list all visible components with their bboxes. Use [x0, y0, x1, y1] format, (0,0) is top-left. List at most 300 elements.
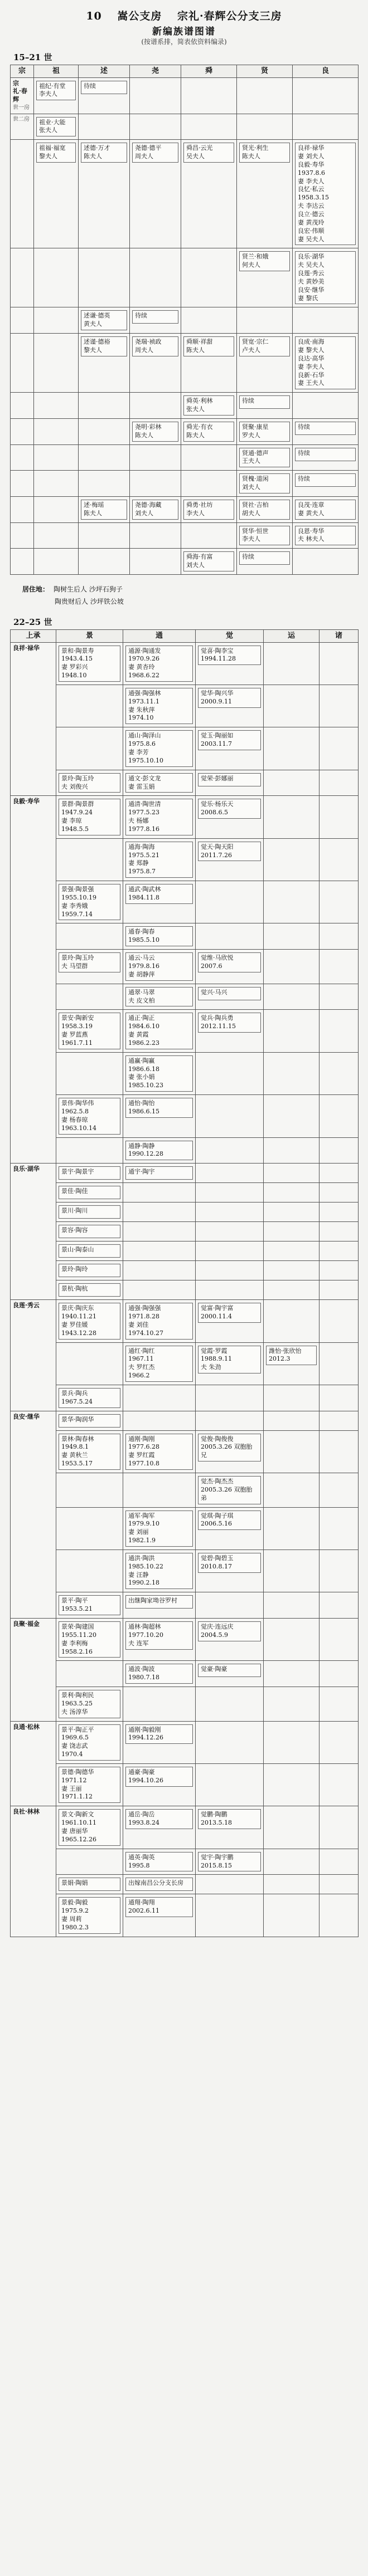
table1-person: 尧德·德平 周夫人 — [132, 143, 178, 163]
table2-cell — [196, 1411, 264, 1430]
title-sub-branch: 宗礼·春辉公分支三房 — [177, 10, 282, 22]
table1-person: 良成·南海 妻 黎夫人 良达·高华 妻 李夫人 良新·石华 妻 王夫人 — [295, 336, 356, 389]
table2-row — [11, 1721, 359, 1763]
table1-cell — [293, 418, 359, 444]
table1-person: 待续 — [295, 473, 356, 487]
table2-person: 通海·陶海 1975.5.21 妻 郑静 1975.8.7 — [125, 842, 193, 878]
table1-cell — [181, 393, 237, 419]
table1-cell — [237, 248, 293, 307]
table2-person: 景川·陶川 — [59, 1205, 120, 1219]
table2-cell — [123, 1095, 196, 1137]
table2-person: 通翠·马翠 夫 皮文柏 — [125, 987, 193, 1007]
table1-cell — [79, 114, 130, 140]
table1-cell — [130, 114, 181, 140]
table2-cell — [264, 1342, 319, 1385]
table1-cell — [11, 418, 34, 444]
table2-row — [11, 1875, 359, 1894]
table2-cell — [56, 1280, 123, 1300]
table2-person: 通春·陶春 1985.5.10 — [125, 926, 193, 946]
table2-row — [11, 1280, 359, 1300]
table2-person: 潍怡·张欣怡 2012.3 — [266, 1346, 317, 1366]
table2-person: 通赢·陶赢 1986.6.18 妻 张小娟 1985.10.23 — [125, 1055, 193, 1092]
table1-cell — [293, 334, 359, 393]
table2-cell — [196, 1137, 264, 1164]
generation-range-1: 15–21 世 — [13, 52, 52, 62]
table1-person: 尧瑞·祯政 周夫人 — [132, 336, 178, 356]
table1-cell — [34, 248, 79, 307]
table1-person: 待续 — [239, 395, 290, 409]
table1-person: 舜顺·祥甜 陈夫人 — [183, 336, 234, 356]
table1-row — [11, 418, 359, 444]
table1-row — [11, 549, 359, 575]
table2-person: 景和·陶景寿 1943.4.15 妻 罗彩兴 1948.10 — [59, 646, 120, 682]
table2-cell — [319, 1241, 359, 1261]
table2-person: 景玲·陶玉玲 夫 刘俊兴 — [59, 773, 120, 793]
table2-cell — [319, 1183, 359, 1203]
table2-cell — [123, 1203, 196, 1222]
table1-person: 祖业·大能 张夫人 — [36, 117, 76, 137]
table1-row — [11, 522, 359, 549]
table2-cell — [56, 1721, 123, 1763]
table2-person: 通清·陶世清 1977.5.23 夫 杨娜 1977.8.16 — [125, 799, 193, 835]
table2-row — [11, 1411, 359, 1430]
table2-person: 景玲·陶玉玲 夫 马望群 — [59, 952, 120, 972]
table2-person: 觉维·马欣悦 2007.6 — [198, 952, 261, 972]
table2-row — [11, 1137, 359, 1164]
table1-cell — [130, 444, 181, 471]
table2-cell — [319, 1411, 359, 1430]
residence-line-1: 陶树生后人 沙坪石狗子 — [54, 585, 123, 593]
table2-person: 通山·陶泽山 1975.8.6 妻 李芳 1975.10.10 — [125, 730, 193, 766]
table2-person: 景佳·陶佳 — [59, 1186, 120, 1199]
table2-cell — [264, 770, 319, 796]
table2-cell — [56, 950, 123, 984]
table2-cell — [123, 881, 196, 923]
table2-cell — [56, 642, 123, 685]
table2-person: 景玲·陶玲 — [59, 1264, 120, 1277]
table2-cell — [56, 1411, 123, 1430]
table2-branch: 良社·林林 — [13, 1808, 40, 1816]
table2-row — [11, 1549, 359, 1592]
table1-person: 舜海·有富 刘夫人 — [183, 551, 234, 571]
table2-cell — [123, 1430, 196, 1473]
table2-cell — [264, 1721, 319, 1763]
table2-cell — [56, 796, 123, 838]
table2-cell — [319, 1222, 359, 1241]
table2-cell — [196, 1300, 264, 1342]
table2-cell — [264, 1261, 319, 1280]
table2-cell — [319, 1849, 359, 1875]
table2-cell — [123, 1806, 196, 1849]
table2-cell — [264, 1411, 319, 1430]
table2-cell — [56, 1203, 123, 1222]
table2-cell — [264, 1661, 319, 1687]
table2-cell — [319, 1806, 359, 1849]
table1-row — [11, 140, 359, 248]
table2-cell — [196, 1280, 264, 1300]
residence-line-2: 陶贵财后人 沙坪铁公坡 — [55, 597, 124, 605]
table2-cell — [196, 685, 264, 727]
genealogy-table-2 — [10, 629, 359, 1937]
table1-cell — [293, 248, 359, 307]
table2-row — [11, 770, 359, 796]
table2-person: 通武·陶武林 1984.11.8 — [125, 884, 193, 904]
table2-person: 景平·陶正平 1969.6.5 妻 饶志武 1970.4 — [59, 1724, 120, 1761]
table2-cell — [264, 1549, 319, 1592]
table2-cell — [123, 727, 196, 770]
table2-cell — [196, 1342, 264, 1385]
table1-cell — [181, 549, 237, 575]
table2-person: 通林·陶超林 1977.10.20 夫 连军 — [125, 1621, 193, 1650]
table2-cell — [123, 1241, 196, 1261]
table2-branch-cell — [11, 1300, 56, 1411]
table2-cell — [123, 1052, 196, 1094]
table2-cell — [319, 1592, 359, 1619]
table2-person: 通强·陶强强 1971.8.28 妻 刘佳 1974.10.27 — [125, 1303, 193, 1339]
table2-cell — [264, 1222, 319, 1241]
table2-cell — [196, 1010, 264, 1052]
table2-row — [11, 950, 359, 984]
table1-cell — [293, 393, 359, 419]
table1-cell — [34, 444, 79, 471]
table1-cell — [181, 444, 237, 471]
table1-person: 贤华·恒世 李夫人 — [239, 526, 290, 546]
table2-cell — [123, 1687, 196, 1722]
title-branch: 嵩公支房 — [117, 10, 162, 22]
table1-cell — [34, 549, 79, 575]
table1-cell — [130, 496, 181, 522]
table2-person: 景利·陶利民 1963.5.25 夫 汤淳华 — [59, 1690, 120, 1718]
table2-cell — [196, 1241, 264, 1261]
table1-person: 良茂·连章 妻 黄夫人 — [295, 500, 356, 520]
table2-person: 通英·陶英 1995.8 — [125, 1852, 193, 1872]
table1-header-1: 祖 — [34, 65, 79, 78]
table2-cell — [264, 838, 319, 881]
table2-person: 出嫁南昌公分支长房 — [125, 1878, 193, 1891]
table2-cell — [264, 1618, 319, 1660]
table1-person: 述谨·德裕 黎夫人 — [81, 336, 127, 356]
table2-cell — [123, 838, 196, 881]
table2-cell — [56, 1137, 123, 1164]
table2-cell — [319, 685, 359, 727]
table2-row — [11, 1473, 359, 1508]
table2-cell — [264, 984, 319, 1010]
table2-cell — [319, 1473, 359, 1508]
table2-person: 景娟·陶娟 — [59, 1878, 120, 1891]
table2-cell — [264, 796, 319, 838]
table1-cell — [79, 522, 130, 549]
table2-row — [11, 1052, 359, 1094]
table2-cell — [264, 1052, 319, 1094]
table2-cell — [264, 1687, 319, 1722]
table2-cell — [56, 984, 123, 1010]
table2-person: 出继陶家坳谷罗村 — [125, 1595, 193, 1609]
table2-cell — [123, 1183, 196, 1203]
table2-cell — [196, 1875, 264, 1894]
table1-row — [11, 471, 359, 497]
table1-cell — [130, 140, 181, 248]
table2-cell — [196, 1592, 264, 1619]
table2-row — [11, 881, 359, 923]
table1-person: 舜勇·社坊 李夫人 — [183, 500, 234, 520]
table1-person: 述谦·德英 黄夫人 — [81, 310, 127, 330]
table1-cell — [11, 248, 34, 307]
table2-row — [11, 1687, 359, 1722]
table2-cell — [264, 1507, 319, 1549]
table2-cell — [319, 727, 359, 770]
table1-cell — [11, 549, 34, 575]
table2-cell — [196, 1849, 264, 1875]
table2-person: 觉鹏·陶鹏 2013.5.18 — [198, 1809, 261, 1829]
table2-person: 觉杰·陶杰杰 2005.3.26 双胞胎弟 — [198, 1476, 261, 1504]
table2-cell — [56, 1164, 123, 1183]
table2-header-4: 运 — [264, 630, 319, 643]
table2-cell — [56, 1052, 123, 1094]
table1-cell — [34, 496, 79, 522]
table2-cell — [196, 1618, 264, 1660]
table2-cell — [56, 1507, 123, 1549]
table1-cell — [130, 549, 181, 575]
table2-cell — [319, 1052, 359, 1094]
table1-cell — [79, 307, 130, 334]
table1-cell — [130, 334, 181, 393]
table1-person: 待续 — [295, 422, 356, 435]
table2-cell — [123, 1411, 196, 1430]
table2-person: 觉庆·连远庆 2004.5.9 — [198, 1621, 261, 1641]
table2-cell — [123, 950, 196, 984]
table1-cell — [34, 77, 79, 114]
table2-person: 觉乐·杨乐天 2008.6.5 — [198, 799, 261, 819]
table2-cell — [123, 1300, 196, 1342]
table2-cell — [56, 1385, 123, 1411]
table2-cell — [196, 1095, 264, 1137]
table2-cell — [56, 1473, 123, 1508]
table2-person: 景德·陶德华 1971.12 妻 王丽 1971.1.12 — [59, 1767, 120, 1803]
table2-person: 景山·陶泰山 — [59, 1244, 120, 1258]
table2-person: 觉俊·陶俊俊 2005.3.26 双胞胎兄 — [198, 1434, 261, 1462]
table2-cell — [264, 1385, 319, 1411]
table2-cell — [56, 1183, 123, 1203]
table2-row — [11, 1261, 359, 1280]
table2-header-2: 通 — [123, 630, 196, 643]
table1-cell — [293, 77, 359, 114]
table1-cell — [181, 418, 237, 444]
table2-row — [11, 1203, 359, 1222]
table1-header-6: 良 — [293, 65, 359, 78]
table1-person: 祖福·福宽 黎夫人 — [36, 143, 76, 163]
table2-cell — [319, 1300, 359, 1342]
table2-person: 通源·陶通发 1970.9.26 妻 黄杏玲 1968.6.22 — [125, 646, 193, 682]
table2-branch-cell — [11, 1164, 56, 1300]
table2-row — [11, 727, 359, 770]
table2-cell — [56, 770, 123, 796]
table2-person: 觉兴·马兴 — [198, 987, 261, 1000]
table2-cell — [264, 1763, 319, 1806]
generation-range-2: 22–25 世 — [13, 617, 52, 627]
table1-cell — [79, 418, 130, 444]
table2-person: 通宇·陶宇 — [125, 1166, 193, 1180]
table2-cell — [56, 1806, 123, 1849]
table1-person: 述德·万才 陈夫人 — [81, 143, 127, 163]
table2-cell — [123, 1137, 196, 1164]
table2-cell — [56, 1661, 123, 1687]
table2-person: 景兵·陶兵 1967.5.24 — [59, 1388, 120, 1408]
table2-cell — [56, 1095, 123, 1137]
table2-cell — [123, 685, 196, 727]
table2-cell — [264, 1473, 319, 1508]
table1-person: 舜光·有衣 陈夫人 — [183, 422, 234, 442]
table2-cell — [264, 1875, 319, 1894]
table2-cell — [264, 642, 319, 685]
table2-cell — [264, 1095, 319, 1137]
table2-cell — [264, 1280, 319, 1300]
table2-person: 觉兵·陶兵勇 2012.11.15 — [198, 1013, 261, 1033]
table1-cell — [79, 549, 130, 575]
table2-cell — [264, 727, 319, 770]
table1-cell — [237, 114, 293, 140]
table1-person: 待续 — [132, 310, 178, 324]
table1-cell — [181, 140, 237, 248]
table1-person: 待续 — [81, 81, 127, 94]
table2-branch-cell — [11, 796, 56, 1164]
table2-cell — [56, 838, 123, 881]
residence-note — [22, 584, 124, 608]
table1-cell — [11, 471, 34, 497]
table2-cell — [319, 881, 359, 923]
table2-cell — [264, 1203, 319, 1222]
table1-cell — [34, 334, 79, 393]
table2-person: 景华·陶润华 — [59, 1414, 120, 1428]
table1-cell — [11, 522, 34, 549]
table2-cell — [319, 1280, 359, 1300]
table2-cell — [196, 796, 264, 838]
table2-person: 通刚·陶刚 1977.6.28 妻 罗红霞 1977.10.8 — [125, 1434, 193, 1470]
table2-cell — [56, 923, 123, 950]
residence-label: 居住地： — [22, 585, 50, 593]
table1-person: 良恩·寿华 夫 林夫人 — [295, 526, 356, 546]
table2-person: 通岳·陶岳 1993.8.24 — [125, 1809, 193, 1829]
table2-person: 觉琪·陶子琪 2006.5.16 — [198, 1511, 261, 1531]
table2-cell — [319, 1430, 359, 1473]
table2-branch-cell — [11, 642, 56, 796]
table2-cell — [264, 881, 319, 923]
table2-branch-cell — [11, 1806, 56, 1937]
table2-cell — [56, 1875, 123, 1894]
table2-cell — [123, 1875, 196, 1894]
table2-person: 通豪·陶豪 1994.10.26 — [125, 1767, 193, 1787]
table2-cell — [123, 984, 196, 1010]
table2-row — [11, 1763, 359, 1806]
table1-cell — [237, 444, 293, 471]
table1-person: 贤兰·和娥 何夫人 — [239, 251, 290, 271]
table2-cell — [123, 1618, 196, 1660]
table2-cell — [123, 1164, 196, 1183]
table1-cell — [293, 140, 359, 248]
table2-cell — [319, 1721, 359, 1763]
table1-person: 待续 — [295, 448, 356, 461]
table2-person: 通静·陶静 1990.12.28 — [125, 1141, 193, 1161]
table2-cell — [319, 642, 359, 685]
table2-person: 觉豪·陶豪 — [198, 1664, 261, 1677]
table2-cell — [56, 1261, 123, 1280]
table1-cell — [293, 444, 359, 471]
table1-cell — [34, 114, 79, 140]
table2-branch-cell — [11, 1411, 56, 1618]
table2-cell — [264, 1300, 319, 1342]
table1-person: 贤社·吉柏 胡夫人 — [239, 500, 290, 520]
table1-cell — [130, 418, 181, 444]
table2-cell — [319, 1342, 359, 1385]
table2-person: 景群·陶景群 1947.9.24 妻 李琼 1948.5.5 — [59, 799, 120, 835]
table2-cell — [319, 1261, 359, 1280]
table2-cell — [56, 1430, 123, 1473]
table1-person: 尧德·海藏 刘夫人 — [132, 500, 178, 520]
table1-cell — [130, 393, 181, 419]
table1-cell — [130, 522, 181, 549]
table2-row — [11, 1222, 359, 1241]
table2-cell — [319, 1137, 359, 1164]
table2-row — [11, 685, 359, 727]
table2-branch: 良莲·秀云 — [13, 1302, 40, 1309]
table1-person: 祖纪·有堂 李夫人 — [36, 81, 76, 101]
table1-header-2: 述 — [79, 65, 130, 78]
table1-cell — [130, 77, 181, 114]
table2-person: 通云·马云 1979.8.16 妻 胡静萍 — [125, 952, 193, 981]
table1-cell — [181, 77, 237, 114]
table2-cell — [196, 923, 264, 950]
table2-cell — [56, 1342, 123, 1385]
table1-cell — [130, 471, 181, 497]
table2-cell — [123, 1507, 196, 1549]
table2-branch-cell — [11, 1721, 56, 1806]
table2-cell — [196, 727, 264, 770]
table2-cell — [123, 1721, 196, 1763]
table1-cell — [34, 140, 79, 248]
table1-cell — [34, 393, 79, 419]
table1-row — [11, 393, 359, 419]
table2-cell — [319, 1687, 359, 1722]
table1-row — [11, 77, 359, 114]
table1-person: 贤宽·宗仁 卢夫人 — [239, 336, 290, 356]
table2-cell — [123, 1549, 196, 1592]
table1-cell — [79, 140, 130, 248]
table2-person: 觉碧·陶碧玉 2010.8.17 — [198, 1553, 261, 1573]
table1-cell — [181, 334, 237, 393]
table1-row — [11, 114, 359, 140]
table1-header-4: 舜 — [181, 65, 237, 78]
table2-person: 通文·彭文龙 妻 雷玉娟 — [125, 773, 193, 793]
table2-cell — [123, 1894, 196, 1937]
table1-person: 贤光·利生 陈夫人 — [239, 143, 290, 163]
table2-cell — [123, 796, 196, 838]
table2-row — [11, 1849, 359, 1875]
table2-cell — [56, 1241, 123, 1261]
table2-cell — [264, 1430, 319, 1473]
table2-cell — [196, 1894, 264, 1937]
table2-cell — [264, 685, 319, 727]
table1-cell — [293, 549, 359, 575]
table2-person: 景杭·陶杭 — [59, 1283, 120, 1297]
table1-header-3: 尧 — [130, 65, 181, 78]
table2-cell — [264, 1592, 319, 1619]
table2-cell — [196, 1507, 264, 1549]
table2-cell — [196, 1721, 264, 1763]
table2-cell — [123, 1592, 196, 1619]
table2-cell — [319, 1164, 359, 1183]
table1-person: 舜英·利林 张夫人 — [183, 395, 234, 416]
table2-cell — [264, 923, 319, 950]
table2-cell — [264, 1164, 319, 1183]
